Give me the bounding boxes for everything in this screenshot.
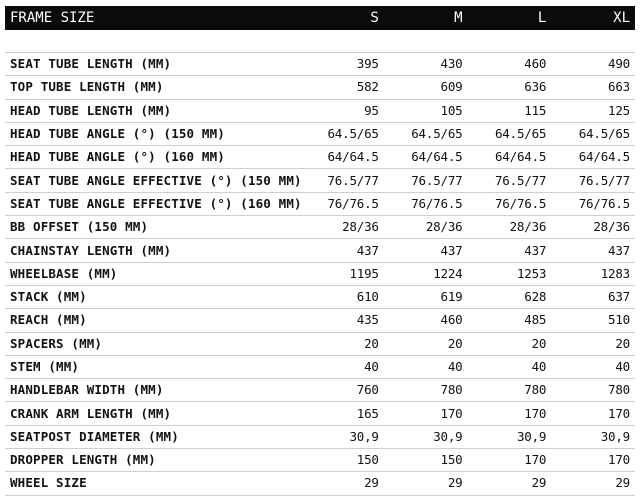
value-cell-m: 30,9 bbox=[384, 425, 468, 448]
row-label: CHAINSTAY LENGTH (MM) bbox=[5, 239, 300, 262]
value-cell-xl: 76.5/77 bbox=[551, 169, 635, 192]
table-header bbox=[5, 6, 635, 30]
spacer-row bbox=[5, 30, 635, 53]
table-row bbox=[5, 355, 635, 378]
header-row bbox=[5, 6, 635, 30]
header-size-m: M bbox=[384, 6, 468, 30]
value-cell-s: 95 bbox=[300, 99, 384, 122]
row-label: DROPPER LENGTH (MM) bbox=[5, 449, 300, 472]
value-cell-s: 40 bbox=[300, 355, 384, 378]
row-label: WHEEL SIZE bbox=[5, 472, 300, 495]
value-cell-s: 437 bbox=[300, 239, 384, 262]
table-row bbox=[5, 146, 635, 169]
value-cell-l: 64.5/65 bbox=[468, 122, 552, 145]
table-row bbox=[5, 262, 635, 285]
value-cell-m: 780 bbox=[384, 379, 468, 402]
value-cell-xl: 20 bbox=[551, 332, 635, 355]
value-cell-m: 76.5/77 bbox=[384, 169, 468, 192]
row-label: SEATPOST DIAMETER (MM) bbox=[5, 425, 300, 448]
row-label: TOP TUBE LENGTH (MM) bbox=[5, 76, 300, 99]
value-cell-l: 115 bbox=[468, 99, 552, 122]
value-cell-xl: 64.5/65 bbox=[551, 122, 635, 145]
value-cell-xl: 780 bbox=[551, 379, 635, 402]
value-cell-xl: 29 bbox=[551, 472, 635, 495]
value-cell-xl: 510 bbox=[551, 309, 635, 332]
row-label: HEAD TUBE ANGLE (°) (150 MM) bbox=[5, 122, 300, 145]
table-row bbox=[5, 285, 635, 308]
value-cell-l: 20 bbox=[468, 332, 552, 355]
row-label: REACH (MM) bbox=[5, 309, 300, 332]
row-label: BB OFFSET (150 MM) bbox=[5, 216, 300, 239]
value-cell-s: 610 bbox=[300, 285, 384, 308]
value-cell-s: 20 bbox=[300, 332, 384, 355]
value-cell-m: 76/76.5 bbox=[384, 192, 468, 215]
row-label: SPACERS (MM) bbox=[5, 332, 300, 355]
value-cell-m: 20 bbox=[384, 332, 468, 355]
table-row bbox=[5, 472, 635, 495]
table-row bbox=[5, 309, 635, 332]
value-cell-m: 64/64.5 bbox=[384, 146, 468, 169]
value-cell-xl: 125 bbox=[551, 99, 635, 122]
table-row bbox=[5, 53, 635, 76]
value-cell-m: 29 bbox=[384, 472, 468, 495]
value-cell-m: 437 bbox=[384, 239, 468, 262]
value-cell-s: 64.5/65 bbox=[300, 122, 384, 145]
row-label: WHEELBASE (MM) bbox=[5, 262, 300, 285]
value-cell-l: 28/36 bbox=[468, 216, 552, 239]
table-row bbox=[5, 192, 635, 215]
value-cell-xl: 637 bbox=[551, 285, 635, 308]
row-label: SEAT TUBE ANGLE EFFECTIVE (°) (150 MM) bbox=[5, 169, 300, 192]
value-cell-m: 28/36 bbox=[384, 216, 468, 239]
value-cell-l: 170 bbox=[468, 402, 552, 425]
value-cell-m: 1224 bbox=[384, 262, 468, 285]
value-cell-xl: 170 bbox=[551, 449, 635, 472]
row-label: STEM (MM) bbox=[5, 355, 300, 378]
header-size-s: S bbox=[300, 6, 384, 30]
table-row bbox=[5, 379, 635, 402]
spacer-cell bbox=[5, 30, 635, 53]
value-cell-m: 619 bbox=[384, 285, 468, 308]
value-cell-xl: 28/36 bbox=[551, 216, 635, 239]
value-cell-l: 460 bbox=[468, 53, 552, 76]
value-cell-s: 150 bbox=[300, 449, 384, 472]
value-cell-s: 64/64.5 bbox=[300, 146, 384, 169]
value-cell-m: 460 bbox=[384, 309, 468, 332]
value-cell-s: 29 bbox=[300, 472, 384, 495]
header-frame-size: FRAME SIZE bbox=[5, 6, 300, 30]
value-cell-s: 30,9 bbox=[300, 425, 384, 448]
value-cell-m: 64.5/65 bbox=[384, 122, 468, 145]
row-label: SEAT TUBE LENGTH (MM) bbox=[5, 53, 300, 76]
row-label: HEAD TUBE LENGTH (MM) bbox=[5, 99, 300, 122]
value-cell-m: 609 bbox=[384, 76, 468, 99]
value-cell-xl: 170 bbox=[551, 402, 635, 425]
table-row bbox=[5, 216, 635, 239]
value-cell-l: 170 bbox=[468, 449, 552, 472]
value-cell-l: 636 bbox=[468, 76, 552, 99]
value-cell-s: 760 bbox=[300, 379, 384, 402]
value-cell-s: 395 bbox=[300, 53, 384, 76]
geometry-table bbox=[5, 6, 635, 496]
value-cell-xl: 437 bbox=[551, 239, 635, 262]
value-cell-m: 40 bbox=[384, 355, 468, 378]
value-cell-xl: 663 bbox=[551, 76, 635, 99]
row-label: STACK (MM) bbox=[5, 285, 300, 308]
table-row bbox=[5, 122, 635, 145]
value-cell-s: 435 bbox=[300, 309, 384, 332]
table-row bbox=[5, 169, 635, 192]
value-cell-l: 1253 bbox=[468, 262, 552, 285]
value-cell-s: 1195 bbox=[300, 262, 384, 285]
row-label: HANDLEBAR WIDTH (MM) bbox=[5, 379, 300, 402]
value-cell-l: 64/64.5 bbox=[468, 146, 552, 169]
table-row bbox=[5, 76, 635, 99]
value-cell-l: 437 bbox=[468, 239, 552, 262]
row-label: CRANK ARM LENGTH (MM) bbox=[5, 402, 300, 425]
value-cell-s: 28/36 bbox=[300, 216, 384, 239]
table-row bbox=[5, 425, 635, 448]
value-cell-s: 76/76.5 bbox=[300, 192, 384, 215]
value-cell-l: 485 bbox=[468, 309, 552, 332]
value-cell-l: 76/76.5 bbox=[468, 192, 552, 215]
value-cell-l: 628 bbox=[468, 285, 552, 308]
table-row bbox=[5, 402, 635, 425]
header-size-l: L bbox=[468, 6, 552, 30]
value-cell-xl: 30,9 bbox=[551, 425, 635, 448]
value-cell-l: 780 bbox=[468, 379, 552, 402]
value-cell-s: 165 bbox=[300, 402, 384, 425]
value-cell-l: 76.5/77 bbox=[468, 169, 552, 192]
row-label: SEAT TUBE ANGLE EFFECTIVE (°) (160 MM) bbox=[5, 192, 300, 215]
value-cell-m: 170 bbox=[384, 402, 468, 425]
value-cell-s: 582 bbox=[300, 76, 384, 99]
table-row bbox=[5, 239, 635, 262]
table-row bbox=[5, 99, 635, 122]
value-cell-l: 29 bbox=[468, 472, 552, 495]
table-row bbox=[5, 449, 635, 472]
table-body bbox=[5, 30, 635, 495]
value-cell-m: 430 bbox=[384, 53, 468, 76]
value-cell-xl: 40 bbox=[551, 355, 635, 378]
value-cell-m: 105 bbox=[384, 99, 468, 122]
value-cell-l: 30,9 bbox=[468, 425, 552, 448]
value-cell-xl: 64/64.5 bbox=[551, 146, 635, 169]
table-row bbox=[5, 332, 635, 355]
value-cell-l: 40 bbox=[468, 355, 552, 378]
value-cell-xl: 490 bbox=[551, 53, 635, 76]
value-cell-xl: 76/76.5 bbox=[551, 192, 635, 215]
row-label: HEAD TUBE ANGLE (°) (160 MM) bbox=[5, 146, 300, 169]
value-cell-s: 76.5/77 bbox=[300, 169, 384, 192]
header-size-xl: XL bbox=[551, 6, 635, 30]
value-cell-xl: 1283 bbox=[551, 262, 635, 285]
value-cell-m: 150 bbox=[384, 449, 468, 472]
